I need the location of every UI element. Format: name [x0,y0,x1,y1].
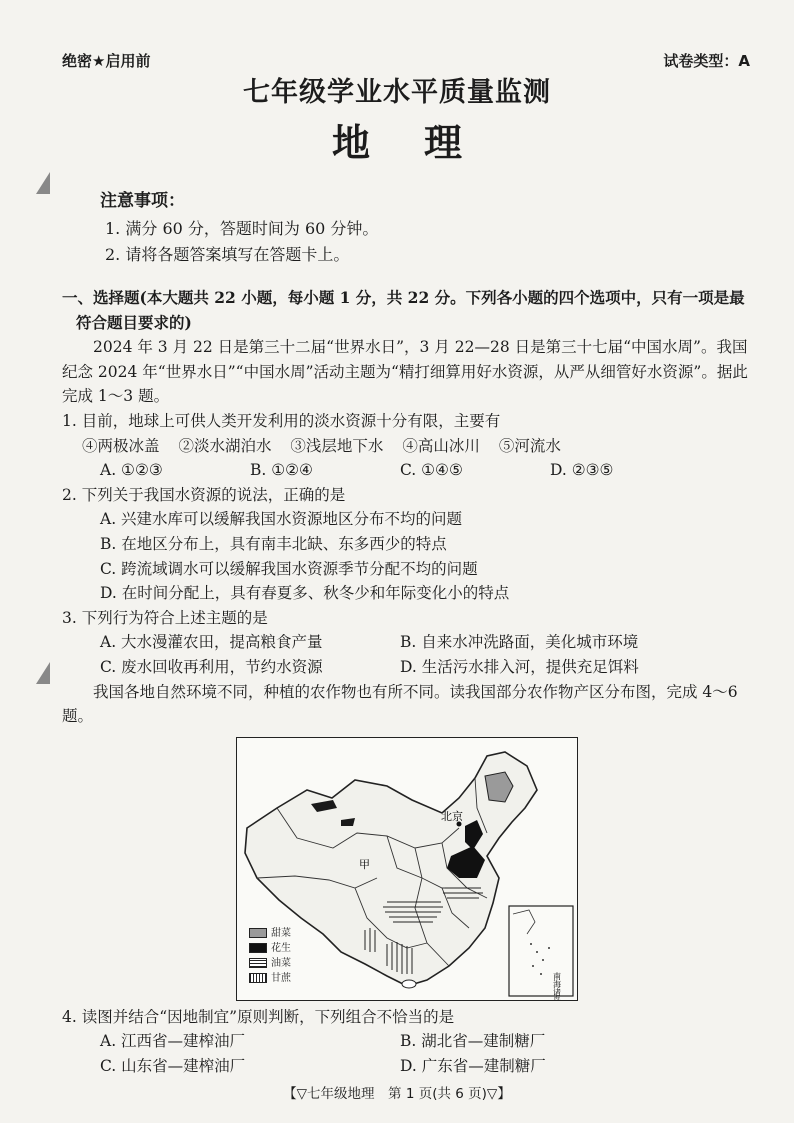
passage-crops: 我国各地自然环境不同，种植的农作物也有所不同。读我国部分农作物产区分布图，完成 4～6 题。 [62,682,738,726]
item: ③浅层地下水 [290,436,384,455]
map-legend [249,926,291,986]
option-a: A. 兴建水库可以缓解我国水资源地区分布不均的问题 [100,510,463,529]
question-stem: 3. 下列行为符合上述主题的是 [62,608,268,627]
question-stem: 1. 目前，地球上可供人类开发利用的淡水资源十分有限，主要有 [62,411,501,430]
option-d: D. 广东省—建制糖厂 [400,1056,546,1075]
legend-swatch [249,943,267,953]
option-row [62,458,754,483]
item: ④两极冰盖 [82,436,160,455]
option-c: C. 跨流域调水可以缓解我国水资源季节分配不均的问题 [100,559,478,578]
notice-heading: 注意事项： [100,191,185,211]
notice-block [100,188,378,268]
question-items [62,434,754,459]
option-a: A. 江西省—建榨油厂 [100,1032,246,1051]
question-3 [62,606,754,680]
map-label-beijing: 北京 [441,809,463,823]
option-b: B. ①②④ [250,461,313,480]
option-b: B. 自来水冲洗路面，美化城市环境 [400,633,639,652]
notice-item: 2. 请将各题答案填写在答题卡上。 [105,245,350,264]
map-label-jia: 甲 [359,857,370,871]
question-stem: 2. 下列关于我国水资源的说法，正确的是 [62,485,346,504]
question-2 [62,483,754,606]
question-stem: 4. 读图并结合“因地制宜”原则判断，下列组合不恰当的是 [62,1007,455,1026]
exam-title: 七年级学业水平质量监测 [243,77,551,108]
option-d: D. ②③⑤ [550,461,614,480]
map-label-nanhai: 南海诸岛 [552,971,562,1000]
notice-item: 1. 满分 60 分，答题时间为 60 分钟。 [105,219,379,238]
option-c: C. 山东省—建榨油厂 [100,1056,246,1075]
legend-swatch [249,958,267,968]
question-body [62,286,754,1078]
legend-swatch [249,973,267,983]
legend-swatch [249,928,267,938]
legend-item: 油菜 [249,956,291,971]
item: ⑤河流水 [498,436,561,455]
option-d: D. 生活污水排入河，提供充足饵料 [400,657,639,676]
crop-distribution-map [236,737,578,1001]
legend-item: 甘蔗 [249,971,291,986]
option-row [62,630,754,655]
option-row [62,1054,754,1079]
option-a: A. ①②③ [100,461,163,480]
question-4 [62,1005,754,1079]
section-heading: 一、选择题(本大题共 22 小题，每小题 1 分，共 22 分。下列各小题的四个选项中，只有一项是最符合题目要求的) [62,288,745,332]
option-row [62,655,754,680]
item: ②淡水湖泊水 [178,436,272,455]
subject-title: 地理 [331,120,516,165]
option-b: B. 湖北省—建制糖厂 [400,1032,546,1051]
question-1 [62,409,754,483]
page-edge-mark [36,662,50,684]
paper-type-label: 试卷类型：A [663,52,750,70]
page-footer: 【▽七年级地理 第 1 页(共 6 页)▽】 [283,1086,511,1102]
legend-item: 甜菜 [249,926,291,941]
option-c: C. ①④⑤ [400,461,463,480]
option-b: B. 在地区分布上，具有南丰北缺、东多西少的特点 [100,534,447,553]
item: ④高山冰川 [402,436,480,455]
option-a: A. 大水漫灌农田，提高粮食产量 [100,633,323,652]
option-c: C. 废水回收再利用，节约水资源 [100,657,323,676]
legend-item: 花生 [249,941,291,956]
passage-water: 2024 年 3 月 22 日是第三十二届“世界水日”，3 月 22—28 日是第三十七届“中国水周”。我国纪念 2024 年“世界水日”“中国水周”活动主题为“精打细算用好水资源，从严从细管好水资源”。据此完成 1～3 题。 [62,338,748,406]
option-d: D. 在时间分配上，具有春夏多、秋冬少和年际变化小的特点 [100,584,510,603]
confidential-label: 绝密★启用前 [62,52,151,70]
option-row [62,1029,754,1054]
page-edge-mark [36,172,50,194]
